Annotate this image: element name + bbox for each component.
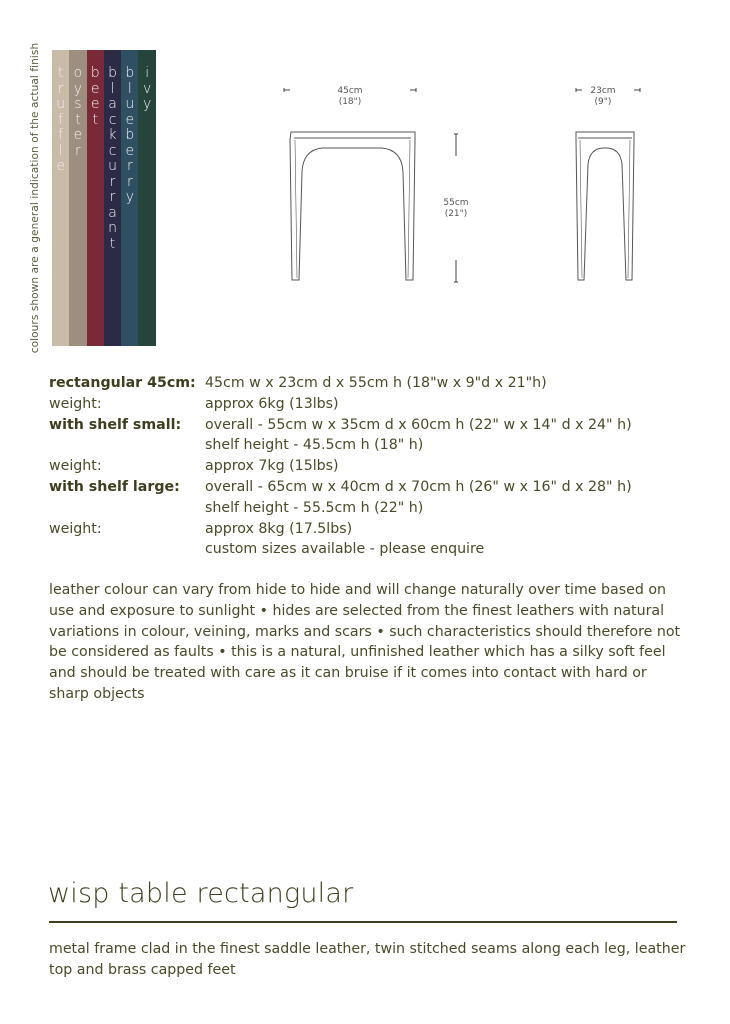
specifications <box>49 373 632 560</box>
side-width-inches-label: (9") <box>594 97 612 107</box>
swatch-ivy <box>138 50 155 346</box>
front-width-dimension <box>284 86 416 107</box>
spec-value: approx 6kg (13lbs) <box>205 395 339 412</box>
spec-row <box>49 415 632 436</box>
title-rule <box>49 921 677 923</box>
spec-value: shelf height - 55.5cm h (22" h) <box>205 499 424 516</box>
spec-value: approx 7kg (15lbs) <box>205 458 339 475</box>
side-view <box>576 132 634 280</box>
colour-disclaimer-text: colours shown are a general indication of the actual finish <box>29 42 41 354</box>
spec-row <box>49 394 632 415</box>
spec-label: weight: <box>49 458 102 475</box>
spec-value: approx 8kg (17.5lbs) <box>205 520 353 537</box>
spec-label: weight: <box>49 520 102 537</box>
swatch-blueberry <box>121 50 138 346</box>
front-view <box>290 132 415 280</box>
front-width-inches-label: (18") <box>338 97 362 107</box>
side-width-dimension <box>576 86 640 107</box>
swatch-truffle <box>52 50 69 346</box>
spec-value: overall - 65cm w x 40cm d x 70cm h (26" w x 16" d x 28" h) <box>205 478 632 495</box>
swatch-name: o y s t e r <box>73 65 83 159</box>
spec-value: custom sizes available - please enquire <box>205 541 485 558</box>
spec-row <box>49 498 632 519</box>
spec-label: with shelf large: <box>49 478 180 495</box>
side-width-label: 23cm <box>590 86 616 96</box>
swatch-beet <box>87 50 104 346</box>
swatch-blackcurrant <box>104 50 121 346</box>
spec-value: overall - 55cm w x 35cm d x 60cm h (22" w x 14" d x 24" h) <box>205 416 632 433</box>
spec-value: shelf height - 45.5cm h (18" h) <box>205 437 424 454</box>
swatch-name: b l a c k c u r r a n t <box>108 65 117 252</box>
swatch-name: t r u f f l e <box>56 65 66 174</box>
spec-label <box>49 498 205 519</box>
swatch-name: b e e t <box>90 65 100 128</box>
spec-row <box>49 477 632 498</box>
spec-label: weight: <box>49 395 102 412</box>
spec-row <box>49 373 632 394</box>
height-inches-label: (21") <box>444 209 468 219</box>
table-drawings <box>270 72 670 292</box>
height-label: 55cm <box>443 198 469 208</box>
product-title: wisp table rectangular <box>48 878 354 909</box>
spec-label <box>49 435 205 456</box>
spec-label: rectangular 45cm: <box>49 375 196 391</box>
spec-label: with shelf small: <box>49 416 182 433</box>
spec-row <box>49 435 632 456</box>
front-width-label: 45cm <box>337 86 363 96</box>
spec-value: 45cm w x 23cm d x 55cm h (18"w x 9"d x 21"h) <box>205 375 547 391</box>
spec-label <box>49 539 205 560</box>
leather-care-note: leather colour can vary from hide to hide and will change naturally over time based on use and exposure to sunlight • hides are selected from the finest leathers with natural variations in colour, veining, marks and scars • such characteristics should therefore not be considered as faults • this is a natural, unfinished leather which has a silky soft feel and should be treated with care as it can bruise if it comes into contact with hard or sharp objects <box>49 582 681 702</box>
colour-swatches <box>52 50 156 346</box>
spec-row <box>49 519 632 540</box>
colour-disclaimer <box>22 42 48 354</box>
height-dimension <box>443 134 468 282</box>
spec-row <box>49 539 632 560</box>
swatch-oyster <box>69 50 86 346</box>
spec-row <box>49 456 632 477</box>
swatch-name: i v y <box>142 65 152 112</box>
product-description: metal frame clad in the finest saddle leather, twin stitched seams along each leg, leather top and brass capped feet <box>49 941 686 978</box>
swatch-name: b l u e b e r r y <box>125 65 135 205</box>
